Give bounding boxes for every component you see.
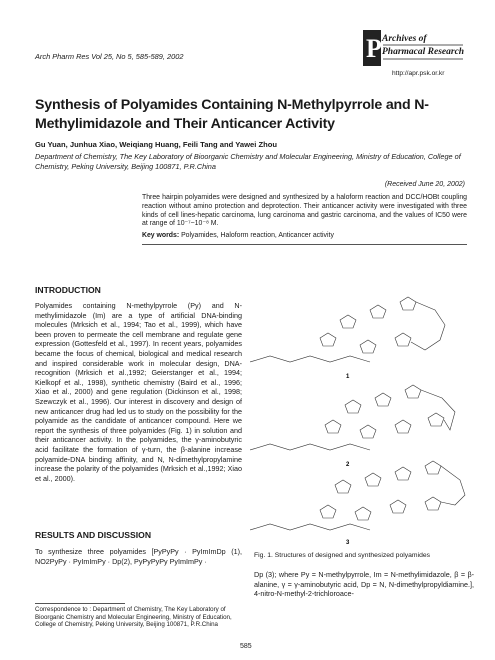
figure-label-3: 3 [346,540,350,546]
page-number: 585 [240,643,252,650]
keywords-label: Key words: [142,232,180,239]
abstract: Three hairpin polyamides were designed and synthesized by a haloform reaction and DCC/HOBt coupling reaction without amino protection and deprotection. Their anticancer activity were investigated with three kinds of cell lines-hepatic carcinoma, lung carcinoma and gastric carcinoma, and the values of IC50 were at range of 10⁻⁷~10⁻⁸ M. [142,194,467,228]
figure-structures [250,290,470,548]
keywords [142,232,467,239]
correspondence-footnote: Correspondence to : Department of Chemistry, The Key Laboratory of Bioorganic Chemistry and Molecular Engineering, Ministry of Education, College of Chemistry, Peking University, Beijing 100871, P.R.China [35,606,232,629]
affiliation: Department of Chemistry, The Key Laboratory of Bioorganic Chemistry and Molecular Engineering, Ministry of Education, College of Chemistry, Peking University, Beijing 100871, P.R.China [35,152,461,171]
paper-title: Synthesis of Polyamides Containing N-Methylpyrrole and N-Methylimidazole and Their Anticancer Activity [35,97,429,132]
figure-label-1: 1 [346,374,350,380]
logo-line-2: Pharmacal Research [382,47,465,57]
journal-reference: Arch Pharm Res Vol 25, No 5, 585-589, 2002 [35,52,184,61]
received-date: (Received June 20, 2002) [384,181,465,188]
results-text: To synthesize three polyamides [PyPyPy · PyImImDp (1), NO2PyPy · PyImImPy · Dp(2), PyPyPyPy PyImImPy · [35,547,242,566]
results-heading: RESULTS AND DISCUSSION [35,530,152,540]
intro-text: Polyamides containing N-methylpyrrole (Py) and N-methylimidazole (Im) are a type of artificial DNA-binding molecules (Mrksich et al., 1994; Tao et al., 1999), which have been proven to permeate the cell membrane and regulate gene expression (Gottesfeld et al., 1997). In recent years, polyamides became the focus of chemical, biological and medical research and inspired considerable work in molecular design, DNA-recognition (Mrksich et al.,1992; Geierstanger et al., 1994; Kielkopf et al., 1998), synthetic chemistry (Baird et al., 1996; Xiao et al., 2000) and gene regulation (Dickinson et al., 1998; Szewczyk et al., 1996). Our interest in discovery and design of new anticancer drug had led us to study on the possibility for the polyamide as the candidate of anticancer compound. Here we report the synthesis of three polyamides (Fig. 1) in solution and their anticancer activity. In the polyamides, the γ-aminobutyric acid facilitate the formation of γ-turn, the β-alanine increase polyamide-DNA binding affinity, and N, N-dimethylpropylamine increase the polarity of the polyamides (Mrksich et al.,1992; Xiao et al., 2000). [35,301,242,483]
svg-text:P: P [366,34,382,63]
footnote-divider [35,603,125,604]
keywords-text: Polyamides, Haloform reaction, Anticancer activity [181,232,334,239]
figure-caption: Fig. 1. Structures of designed and synthesized polyamides [254,552,431,559]
divider [142,244,467,245]
authors: Gu Yuan, Junhua Xiao, Weiqiang Huang, Feili Tang and Yawei Zhou [35,140,278,149]
intro-heading: INTRODUCTION [35,285,101,295]
right-column-text: Dp (3); where Py = N-methylpyrrole, Im = N-methylimidazole, β = β-alanine, γ = γ-aminobutyric acid, Dp = N, N-dimethylpropyldiamine.], 4-nitro-N-methyl-2-trichloroace- [254,570,474,599]
journal-url[interactable]: http://apr.psk.or.kr [392,70,445,77]
figure-label-2: 2 [346,462,350,468]
logo-line-1: Archives of [382,34,427,44]
